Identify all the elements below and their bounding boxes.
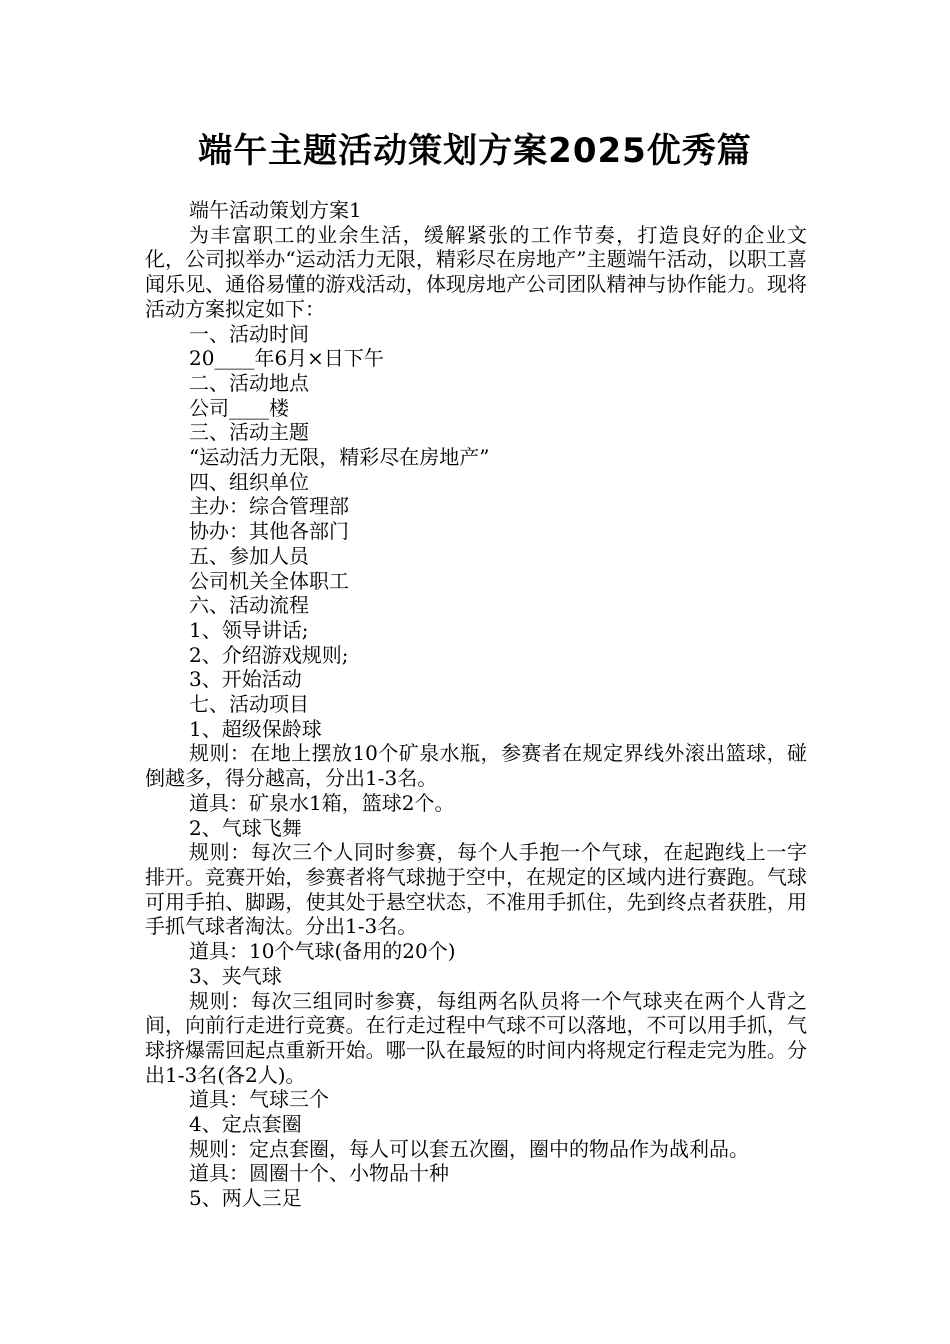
paragraph: 协办：其他各部门 (189, 519, 349, 544)
list-item: 2、介绍游戏规则; (189, 642, 349, 667)
list-item: 1、超级保龄球 (189, 716, 322, 741)
paragraph: 20____年6月×日下午 (189, 346, 384, 371)
paragraph: 公司机关全体职工 (189, 568, 349, 593)
section-heading: 七、活动项目 (189, 692, 309, 717)
paragraph: 道具：10个气球(备用的20个) (189, 939, 456, 964)
list-item: 3、开始活动 (189, 667, 302, 692)
list-item: 3、夹气球 (189, 963, 282, 988)
section-heading: 一、活动时间 (189, 321, 309, 346)
section-heading: 三、活动主题 (189, 420, 309, 445)
paragraph: 主办：综合管理部 (189, 494, 349, 519)
paragraph: 规则：每次三个人同时参赛，每个人手抱一个气球，在起跑线上一字排开。竞赛开始，参赛者将气球抛于空中，在规定的区域内进行赛跑。气球可用手拍、脚踢，使其处于悬空状态，不准用手抓住，先到终点者获胜，用手抓气球者淘汰。分出1-3名。 (145, 840, 807, 939)
list-item: 5、两人三足 (189, 1186, 302, 1211)
paragraph: 端午活动策划方案1 (189, 198, 362, 222)
paragraph: 规则：定点套圈，每人可以套五次圈，圈中的物品作为战利品。 (189, 1136, 749, 1161)
paragraph: 道具：矿泉水1箱，篮球2个。 (189, 790, 455, 815)
section-heading: 五、参加人员 (189, 543, 309, 568)
paragraph: 道具：圆圈十个、小物品十种 (189, 1161, 449, 1186)
section-heading: 六、活动流程 (189, 593, 309, 618)
paragraph: “运动活力无限，精彩尽在房地产” (189, 445, 490, 470)
paragraph: 规则：每次三组同时参赛，每组两名队员将一个气球夹在两个人背之间，向前行走进行竞赛。在行走过程中气球不可以落地，不可以用手抓，气球挤爆需回起点重新开始。哪一队在最短的时间内将规定行程走完为胜。分出1-3名(各2人)。 (145, 988, 807, 1087)
list-item: 2、气球飞舞 (189, 815, 302, 840)
section-heading: 二、活动地点 (189, 370, 309, 395)
paragraph: 道具：气球三个 (189, 1087, 329, 1112)
document-title: 端午主题活动策划方案2025优秀篇 (198, 131, 752, 171)
paragraph: 为丰富职工的业余生活，缓解紧张的工作节奏，打造良好的企业文化，公司拟举办“运动活力无限，精彩尽在房地产”主题端午活动，以职工喜闻乐见、通俗易懂的游戏活动，体现房地产公司团队精神与协作能力。现将活动方案拟定如下： (145, 222, 807, 321)
document-body (145, 198, 807, 1211)
paragraph: 公司____楼 (189, 395, 289, 420)
list-item: 4、定点套圈 (189, 1112, 302, 1137)
paragraph: 规则：在地上摆放10个矿泉水瓶，参赛者在规定界线外滚出篮球，碰倒越多，得分越高，分出1-3名。 (145, 741, 807, 791)
section-heading: 四、组织单位 (189, 469, 309, 494)
list-item: 1、领导讲话; (189, 617, 309, 642)
